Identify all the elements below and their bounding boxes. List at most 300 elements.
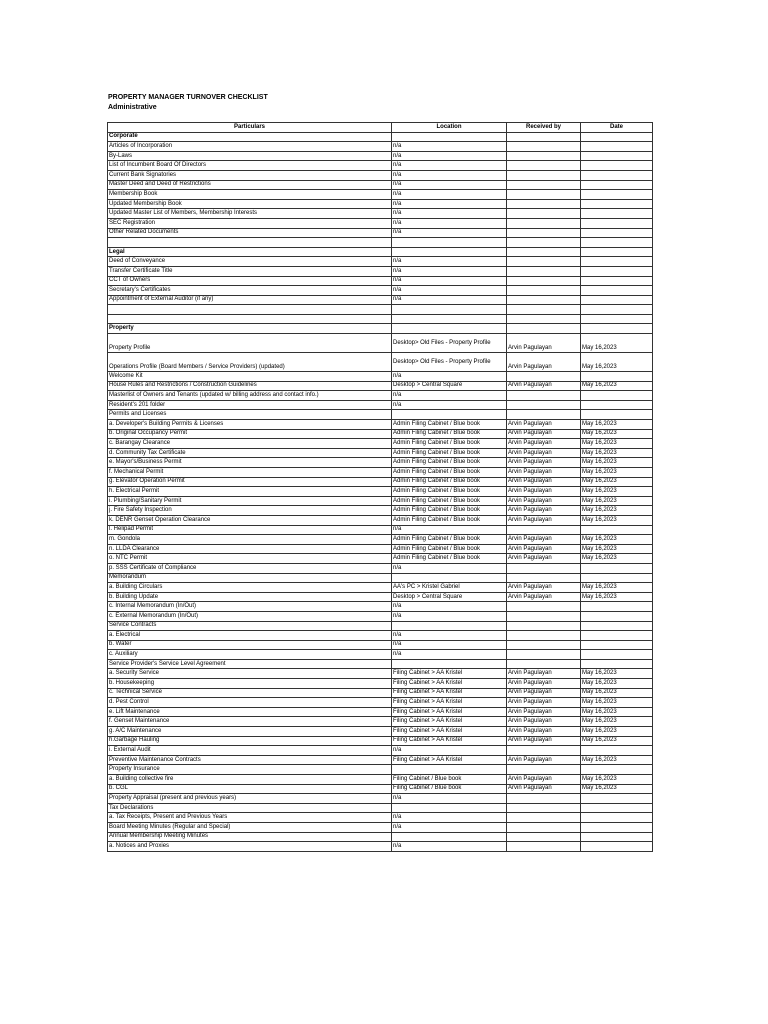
particulars-cell: b. Housekeeping xyxy=(108,679,392,689)
location-cell: Filing Cabinet > AA Kristel xyxy=(392,717,507,727)
location-cell: n/a xyxy=(392,813,507,823)
table-row xyxy=(108,151,653,161)
date-cell xyxy=(581,621,653,631)
date-cell: May 16,2023 xyxy=(581,554,653,564)
received-by-cell xyxy=(507,151,581,161)
date-cell xyxy=(581,400,653,410)
date-cell xyxy=(581,324,653,334)
particulars-cell: Master Deed and Deed of Restrictions xyxy=(108,180,392,190)
date-cell: May 16,2023 xyxy=(581,334,653,353)
particulars-cell: Preventive Maintenance Contracts xyxy=(108,755,392,765)
particulars-cell: d. Community Tax Certificate xyxy=(108,448,392,458)
table-row xyxy=(108,631,653,641)
header-row xyxy=(108,123,653,133)
date-cell: May 16,2023 xyxy=(581,583,653,593)
location-cell: Admin Filing Cabinet / Blue book xyxy=(392,535,507,545)
particulars-cell: Updated Membership Book xyxy=(108,199,392,209)
received-by-cell xyxy=(507,199,581,209)
received-by-cell xyxy=(507,602,581,612)
date-cell xyxy=(581,228,653,238)
date-cell xyxy=(581,631,653,641)
location-cell: n/a xyxy=(392,142,507,152)
location-cell: Admin Filing Cabinet / Blue book xyxy=(392,477,507,487)
received-by-cell xyxy=(507,659,581,669)
particulars-cell xyxy=(108,314,392,324)
date-cell xyxy=(581,391,653,401)
location-cell xyxy=(392,573,507,583)
table-row xyxy=(108,688,653,698)
date-cell xyxy=(581,295,653,305)
location-cell: n/a xyxy=(392,228,507,238)
particulars-cell: a. Building collective fire xyxy=(108,775,392,785)
particulars-cell: h.Garbage Hauling xyxy=(108,736,392,746)
table-row xyxy=(108,765,653,775)
received-by-cell xyxy=(507,266,581,276)
location-cell xyxy=(392,832,507,842)
particulars-cell: n. LLDA Clearance xyxy=(108,544,392,554)
date-cell xyxy=(581,659,653,669)
received-by-cell xyxy=(507,813,581,823)
location-cell: n/a xyxy=(392,391,507,401)
checklist-table xyxy=(107,122,653,852)
table-row xyxy=(108,247,653,257)
table-row xyxy=(108,381,653,391)
particulars-cell: Memorandum xyxy=(108,573,392,583)
particulars-cell: j. Fire Safety Inspection xyxy=(108,506,392,516)
particulars-cell: c. Internal Memorandum (In/Out) xyxy=(108,602,392,612)
particulars-cell: CCT of Owners xyxy=(108,276,392,286)
particulars-cell: c. External Memorandum (In/Out) xyxy=(108,611,392,621)
header-received-by: Received by xyxy=(507,123,581,133)
table-row xyxy=(108,506,653,516)
particulars-cell: b. CGL xyxy=(108,784,392,794)
table-row xyxy=(108,209,653,219)
particulars-cell: List of Incumbent Board Of Directors xyxy=(108,161,392,171)
date-cell xyxy=(581,170,653,180)
location-cell: n/a xyxy=(392,631,507,641)
received-by-cell xyxy=(507,803,581,813)
date-cell: May 16,2023 xyxy=(581,679,653,689)
particulars-cell: Permits and Licenses xyxy=(108,410,392,420)
location-cell: n/a xyxy=(392,218,507,228)
received-by-cell xyxy=(507,228,581,238)
received-by-cell: Arvin Pagulayan xyxy=(507,448,581,458)
particulars-cell: e. Mayor's/Business Permit xyxy=(108,458,392,468)
particulars-cell: House Rules and Restrictions / Construction Guidelines xyxy=(108,381,392,391)
table-row xyxy=(108,429,653,439)
received-by-cell: Arvin Pagulayan xyxy=(507,535,581,545)
location-cell xyxy=(392,238,507,248)
date-cell: May 16,2023 xyxy=(581,429,653,439)
particulars-cell: i. External Audit xyxy=(108,746,392,756)
table-row xyxy=(108,659,653,669)
particulars-cell: By-Laws xyxy=(108,151,392,161)
particulars-cell: p. SSS Certificate of Compliance xyxy=(108,563,392,573)
location-cell: Admin Filing Cabinet / Blue book xyxy=(392,468,507,478)
received-by-cell xyxy=(507,170,581,180)
date-cell: May 16,2023 xyxy=(581,496,653,506)
date-cell: May 16,2023 xyxy=(581,755,653,765)
received-by-cell: Arvin Pagulayan xyxy=(507,458,581,468)
table-row xyxy=(108,592,653,602)
location-cell: Admin Filing Cabinet / Blue book xyxy=(392,554,507,564)
table-row xyxy=(108,400,653,410)
particulars-cell: g. A/C Maintenance xyxy=(108,727,392,737)
location-cell: Admin Filing Cabinet / Blue book xyxy=(392,439,507,449)
header-particulars: Particulars xyxy=(108,123,392,133)
received-by-cell xyxy=(507,621,581,631)
table-row xyxy=(108,669,653,679)
table-row xyxy=(108,334,653,353)
received-by-cell: Arvin Pagulayan xyxy=(507,554,581,564)
received-by-cell xyxy=(507,324,581,334)
received-by-cell xyxy=(507,142,581,152)
particulars-cell: Secretary's Certificates xyxy=(108,286,392,296)
location-cell: Admin Filing Cabinet / Blue book xyxy=(392,506,507,516)
table-row xyxy=(108,803,653,813)
date-cell xyxy=(581,190,653,200)
location-cell: Desktop> Old Files - Property Profile xyxy=(392,334,507,353)
particulars-cell: Other Related Documents xyxy=(108,228,392,238)
table-row xyxy=(108,266,653,276)
date-cell xyxy=(581,180,653,190)
location-cell: n/a xyxy=(392,190,507,200)
table-row xyxy=(108,544,653,554)
particulars-cell: m. Gondola xyxy=(108,535,392,545)
particulars-cell: Board Meeting Minutes (Regular and Special) xyxy=(108,822,392,832)
date-cell: May 16,2023 xyxy=(581,544,653,554)
table-row xyxy=(108,717,653,727)
particulars-cell: Property Insurance xyxy=(108,765,392,775)
table-row xyxy=(108,813,653,823)
received-by-cell: Arvin Pagulayan xyxy=(507,784,581,794)
date-cell: May 16,2023 xyxy=(581,448,653,458)
particulars-cell: b. Water xyxy=(108,640,392,650)
location-cell: n/a xyxy=(392,822,507,832)
location-cell xyxy=(392,659,507,669)
date-cell xyxy=(581,640,653,650)
table-row xyxy=(108,832,653,842)
location-cell xyxy=(392,132,507,142)
table-row xyxy=(108,324,653,334)
received-by-cell xyxy=(507,391,581,401)
table-row xyxy=(108,487,653,497)
location-cell xyxy=(392,765,507,775)
location-cell: n/a xyxy=(392,746,507,756)
date-cell xyxy=(581,842,653,852)
location-cell xyxy=(392,410,507,420)
table-row xyxy=(108,448,653,458)
received-by-cell xyxy=(507,765,581,775)
location-cell: Filing Cabinet / Blue book xyxy=(392,784,507,794)
received-by-cell xyxy=(507,573,581,583)
date-cell xyxy=(581,803,653,813)
date-cell xyxy=(581,602,653,612)
date-cell xyxy=(581,276,653,286)
received-by-cell: Arvin Pagulayan xyxy=(507,698,581,708)
header-date: Date xyxy=(581,123,653,133)
received-by-cell: Arvin Pagulayan xyxy=(507,755,581,765)
received-by-cell: Arvin Pagulayan xyxy=(507,353,581,372)
table-row xyxy=(108,458,653,468)
date-cell: May 16,2023 xyxy=(581,439,653,449)
date-cell: May 16,2023 xyxy=(581,775,653,785)
date-cell xyxy=(581,650,653,660)
table-row xyxy=(108,420,653,430)
received-by-cell: Arvin Pagulayan xyxy=(507,334,581,353)
table-row xyxy=(108,496,653,506)
location-cell: Filing Cabinet / Blue book xyxy=(392,775,507,785)
location-cell: Admin Filing Cabinet / Blue book xyxy=(392,544,507,554)
location-cell: Filing Cabinet > AA Kristel xyxy=(392,727,507,737)
table-row xyxy=(108,650,653,660)
received-by-cell xyxy=(507,611,581,621)
location-cell: n/a xyxy=(392,276,507,286)
location-cell: Filing Cabinet > AA Kristel xyxy=(392,679,507,689)
date-cell: May 16,2023 xyxy=(581,717,653,727)
location-cell: Admin Filing Cabinet / Blue book xyxy=(392,515,507,525)
location-cell: n/a xyxy=(392,842,507,852)
date-cell: May 16,2023 xyxy=(581,727,653,737)
date-cell: May 16,2023 xyxy=(581,458,653,468)
date-cell: May 16,2023 xyxy=(581,487,653,497)
particulars-cell: d. Pest Control xyxy=(108,698,392,708)
table-row xyxy=(108,621,653,631)
table-row xyxy=(108,535,653,545)
particulars-cell: Operations Profile (Board Members / Service Providers) (updated) xyxy=(108,353,392,372)
table-row xyxy=(108,218,653,228)
received-by-cell xyxy=(507,400,581,410)
particulars-cell: Annual Membership Meeting Minutes xyxy=(108,832,392,842)
location-cell xyxy=(392,803,507,813)
particulars-cell: o. NTC Permit xyxy=(108,554,392,564)
date-cell xyxy=(581,266,653,276)
location-cell: n/a xyxy=(392,372,507,382)
received-by-cell xyxy=(507,247,581,257)
date-cell xyxy=(581,257,653,267)
date-cell: May 16,2023 xyxy=(581,353,653,372)
received-by-cell xyxy=(507,257,581,267)
location-cell: Admin Filing Cabinet / Blue book xyxy=(392,448,507,458)
date-cell xyxy=(581,209,653,219)
particulars-cell: Deed of Conveyance xyxy=(108,257,392,267)
table-row xyxy=(108,439,653,449)
particulars-cell: a. Tax Receipts, Present and Previous Years xyxy=(108,813,392,823)
received-by-cell: Arvin Pagulayan xyxy=(507,583,581,593)
table-row xyxy=(108,238,653,248)
location-cell xyxy=(392,305,507,315)
received-by-cell: Arvin Pagulayan xyxy=(507,477,581,487)
received-by-cell: Arvin Pagulayan xyxy=(507,439,581,449)
location-cell: AA's PC > Kristel Gabriel xyxy=(392,583,507,593)
date-cell xyxy=(581,142,653,152)
location-cell xyxy=(392,621,507,631)
table-row xyxy=(108,276,653,286)
received-by-cell xyxy=(507,410,581,420)
received-by-cell xyxy=(507,190,581,200)
particulars-cell: i. Plumbing/Sanitary Permit xyxy=(108,496,392,506)
particulars-cell: Transfer Certificate Title xyxy=(108,266,392,276)
page-subtitle: Administrative xyxy=(108,104,157,111)
location-cell: n/a xyxy=(392,650,507,660)
received-by-cell: Arvin Pagulayan xyxy=(507,506,581,516)
received-by-cell: Arvin Pagulayan xyxy=(507,468,581,478)
date-cell: May 16,2023 xyxy=(581,688,653,698)
table-row xyxy=(108,515,653,525)
received-by-cell: Arvin Pagulayan xyxy=(507,544,581,554)
table-row xyxy=(108,228,653,238)
table-row xyxy=(108,468,653,478)
particulars-cell: k. DENR Genset Operation Clearance xyxy=(108,515,392,525)
date-cell xyxy=(581,563,653,573)
date-cell xyxy=(581,218,653,228)
date-cell: May 16,2023 xyxy=(581,784,653,794)
table-row xyxy=(108,842,653,852)
location-cell: n/a xyxy=(392,295,507,305)
page-title: PROPERTY MANAGER TURNOVER CHECKLIST xyxy=(108,94,268,101)
date-cell xyxy=(581,794,653,804)
received-by-cell: Arvin Pagulayan xyxy=(507,592,581,602)
received-by-cell: Arvin Pagulayan xyxy=(507,515,581,525)
date-cell: May 16,2023 xyxy=(581,515,653,525)
particulars-cell xyxy=(108,238,392,248)
table-row xyxy=(108,707,653,717)
date-cell: May 16,2023 xyxy=(581,698,653,708)
received-by-cell: Arvin Pagulayan xyxy=(507,420,581,430)
location-cell: Filing Cabinet > AA Kristel xyxy=(392,755,507,765)
location-cell: n/a xyxy=(392,602,507,612)
received-by-cell xyxy=(507,746,581,756)
received-by-cell xyxy=(507,640,581,650)
table-row xyxy=(108,602,653,612)
location-cell xyxy=(392,324,507,334)
date-cell xyxy=(581,199,653,209)
location-cell: n/a xyxy=(392,400,507,410)
received-by-cell xyxy=(507,842,581,852)
particulars-cell: a. Developer's Building Permits & Licenses xyxy=(108,420,392,430)
location-cell: Admin Filing Cabinet / Blue book xyxy=(392,420,507,430)
location-cell: n/a xyxy=(392,640,507,650)
table-row xyxy=(108,583,653,593)
location-cell: Desktop > Central Square xyxy=(392,381,507,391)
received-by-cell xyxy=(507,295,581,305)
table-row xyxy=(108,286,653,296)
table-row xyxy=(108,784,653,794)
date-cell: May 16,2023 xyxy=(581,592,653,602)
location-cell: Admin Filing Cabinet / Blue book xyxy=(392,487,507,497)
location-cell: n/a xyxy=(392,525,507,535)
table-row xyxy=(108,353,653,372)
date-cell xyxy=(581,611,653,621)
header-location: Location xyxy=(392,123,507,133)
location-cell: Desktop> Old Files - Property Profile xyxy=(392,353,507,372)
table-row xyxy=(108,679,653,689)
table-row xyxy=(108,640,653,650)
received-by-cell: Arvin Pagulayan xyxy=(507,429,581,439)
particulars-cell: Property xyxy=(108,324,392,334)
particulars-cell: Updated Master List of Members, Membership Interests xyxy=(108,209,392,219)
table-row xyxy=(108,746,653,756)
received-by-cell: Arvin Pagulayan xyxy=(507,727,581,737)
particulars-cell: Masterlist of Owners and Tenants (updated w/ billing address and contact info.) xyxy=(108,391,392,401)
received-by-cell xyxy=(507,794,581,804)
particulars-cell: Service Contracts xyxy=(108,621,392,631)
particulars-cell: Appointment of External Auditor (if any) xyxy=(108,295,392,305)
date-cell xyxy=(581,746,653,756)
table-row xyxy=(108,736,653,746)
date-cell xyxy=(581,822,653,832)
table-row xyxy=(108,372,653,382)
date-cell xyxy=(581,161,653,171)
location-cell: Desktop > Central Square xyxy=(392,592,507,602)
location-cell: Admin Filing Cabinet / Blue book xyxy=(392,458,507,468)
received-by-cell xyxy=(507,563,581,573)
particulars-cell: h. Electrical Permit xyxy=(108,487,392,497)
particulars-cell: g. Elevator Operation Permit xyxy=(108,477,392,487)
table-row xyxy=(108,314,653,324)
received-by-cell xyxy=(507,372,581,382)
table-row xyxy=(108,755,653,765)
location-cell: Filing Cabinet > AA Kristel xyxy=(392,707,507,717)
table-row xyxy=(108,775,653,785)
location-cell: Admin Filing Cabinet / Blue book xyxy=(392,496,507,506)
particulars-cell: b. Building Update xyxy=(108,592,392,602)
particulars-cell: e. Lift Maintenance xyxy=(108,707,392,717)
date-cell xyxy=(581,525,653,535)
date-cell: May 16,2023 xyxy=(581,707,653,717)
received-by-cell xyxy=(507,286,581,296)
table-row xyxy=(108,727,653,737)
received-by-cell xyxy=(507,631,581,641)
date-cell xyxy=(581,314,653,324)
date-cell xyxy=(581,151,653,161)
checklist-body xyxy=(108,132,653,851)
location-cell: n/a xyxy=(392,170,507,180)
particulars-cell: Resident's 201 folder xyxy=(108,400,392,410)
particulars-cell: f. Genset Maintenance xyxy=(108,717,392,727)
particulars-cell xyxy=(108,305,392,315)
date-cell xyxy=(581,132,653,142)
location-cell: n/a xyxy=(392,563,507,573)
date-cell: May 16,2023 xyxy=(581,420,653,430)
table-row xyxy=(108,305,653,315)
table-row xyxy=(108,410,653,420)
received-by-cell: Arvin Pagulayan xyxy=(507,707,581,717)
location-cell: Filing Cabinet > AA Kristel xyxy=(392,669,507,679)
particulars-cell: c. Technical Service xyxy=(108,688,392,698)
received-by-cell xyxy=(507,132,581,142)
date-cell xyxy=(581,238,653,248)
location-cell: Filing Cabinet > AA Kristel xyxy=(392,698,507,708)
location-cell: Admin Filing Cabinet / Blue book xyxy=(392,429,507,439)
date-cell: May 16,2023 xyxy=(581,381,653,391)
date-cell xyxy=(581,305,653,315)
location-cell: n/a xyxy=(392,199,507,209)
table-row xyxy=(108,573,653,583)
location-cell: Filing Cabinet > AA Kristel xyxy=(392,736,507,746)
received-by-cell: Arvin Pagulayan xyxy=(507,381,581,391)
received-by-cell xyxy=(507,209,581,219)
particulars-cell: Legal xyxy=(108,247,392,257)
date-cell: May 16,2023 xyxy=(581,468,653,478)
table-row xyxy=(108,391,653,401)
particulars-cell: SEC Registration xyxy=(108,218,392,228)
received-by-cell xyxy=(507,525,581,535)
location-cell: n/a xyxy=(392,161,507,171)
table-row xyxy=(108,180,653,190)
received-by-cell xyxy=(507,314,581,324)
received-by-cell: Arvin Pagulayan xyxy=(507,679,581,689)
